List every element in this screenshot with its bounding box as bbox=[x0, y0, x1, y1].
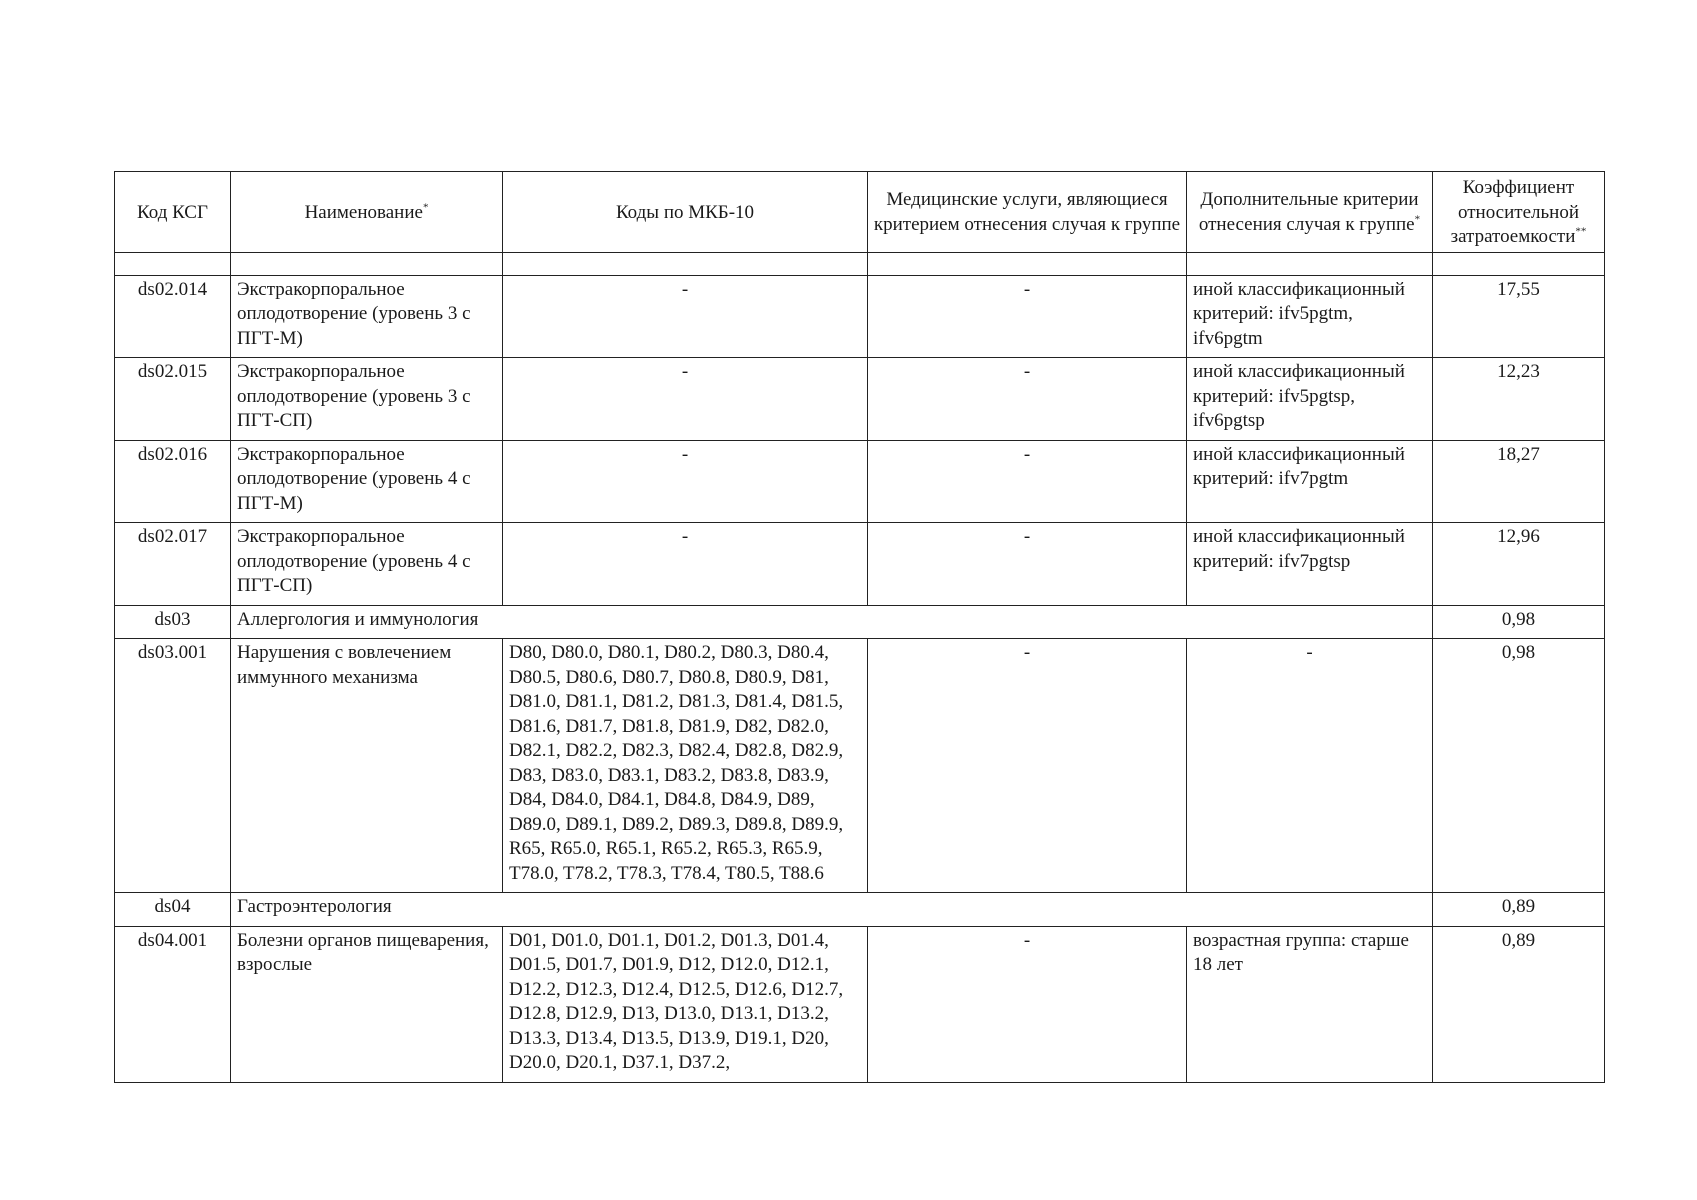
ksg-code-cell: ds02.014 bbox=[115, 275, 231, 358]
criteria-cell: возрастная группа: старше 18 лет bbox=[1187, 926, 1433, 1082]
criteria-cell: иной классификационный критерий: ifv7pgtm bbox=[1187, 440, 1433, 523]
header-name: Наименование* bbox=[231, 172, 503, 253]
criteria-cell: иной классификационный критерий: ifv5pgtm, ifv6pgtm bbox=[1187, 275, 1433, 358]
header-code: Код КСГ bbox=[115, 172, 231, 253]
coefficient-cell: 12,96 bbox=[1433, 523, 1605, 606]
icd-codes-cell: - bbox=[503, 275, 868, 358]
ksg-table bbox=[114, 171, 1605, 1083]
header-icd: Коды по МКБ-10 bbox=[503, 172, 868, 253]
ksg-code-cell: ds04.001 bbox=[115, 926, 231, 1082]
coefficient-cell: 18,27 bbox=[1433, 440, 1605, 523]
coefficient-cell: 17,55 bbox=[1433, 275, 1605, 358]
header-criteria: Дополнительные критерии отнесения случая к группе* bbox=[1187, 172, 1433, 253]
table-row bbox=[115, 926, 1605, 1082]
ksg-name-cell: Экстракорпоральное оплодотворение (уровень 3 с ПГТ-М) bbox=[231, 275, 503, 358]
table-row bbox=[115, 275, 1605, 358]
header-services: Медицинские услуги, являющиеся критерием отнесения случая к группе bbox=[868, 172, 1187, 253]
table-header-row bbox=[115, 172, 1605, 253]
icd-codes-cell: - bbox=[503, 440, 868, 523]
ksg-code-cell: ds02.017 bbox=[115, 523, 231, 606]
services-cell: - bbox=[868, 440, 1187, 523]
header-coef: Коэффициент относительной затратоемкости** bbox=[1433, 172, 1605, 253]
icd-codes-cell: - bbox=[503, 358, 868, 441]
table-row bbox=[115, 523, 1605, 606]
ksg-name-cell: Болезни органов пищеварения, взрослые bbox=[231, 926, 503, 1082]
ksg-code-cell: ds02.016 bbox=[115, 440, 231, 523]
section-title: Гастроэнтерология bbox=[231, 893, 1433, 927]
section-row bbox=[115, 893, 1605, 927]
table-row bbox=[115, 639, 1605, 893]
ksg-name-cell: Экстракорпоральное оплодотворение (уровень 4 с ПГТ-СП) bbox=[231, 523, 503, 606]
coefficient-cell: 0,98 bbox=[1433, 639, 1605, 893]
section-row bbox=[115, 605, 1605, 639]
ksg-code-cell: ds02.015 bbox=[115, 358, 231, 441]
icd-codes-cell: - bbox=[503, 523, 868, 606]
section-code: ds04 bbox=[115, 893, 231, 927]
services-cell: - bbox=[868, 639, 1187, 893]
services-cell: - bbox=[868, 523, 1187, 606]
criteria-cell: - bbox=[1187, 639, 1433, 893]
icd-codes-cell: D80, D80.0, D80.1, D80.2, D80.3, D80.4, D80.5, D80.6, D80.7, D80.8, D80.9, D81, D81.0, D81.1, D81.2, D81.3, D81.4, D81.5, D81.6, D81.7, D81.8, D81.9, D82, D82.0, D82.1, D82.2, D82.3, D82.4, D82.8, D82.9, D83, D83.0, D83.1, D83.2, D83.8, D83.9, D84, D84.0, D84.1, D84.8, D84.9, D89, D89.0, D89.1, D89.2, D89.3, D89.8, D89.9, R65, R65.0, R65.1, R65.2, R65.3, R65.9, T78.0, T78.2, T78.3, T78.4, T80.5, T88.6 bbox=[503, 639, 868, 893]
ksg-name-cell: Экстракорпоральное оплодотворение (уровень 3 с ПГТ-СП) bbox=[231, 358, 503, 441]
services-cell: - bbox=[868, 926, 1187, 1082]
spacer-row bbox=[115, 252, 1605, 275]
ksg-name-cell: Нарушения с вовлечением иммунного механизма bbox=[231, 639, 503, 893]
coefficient-cell: 12,23 bbox=[1433, 358, 1605, 441]
icd-codes-cell: D01, D01.0, D01.1, D01.2, D01.3, D01.4, D01.5, D01.7, D01.9, D12, D12.0, D12.1, D12.2, D12.3, D12.4, D12.5, D12.6, D12.7, D12.8, D12.9, D13, D13.0, D13.1, D13.2, D13.3, D13.4, D13.5, D13.9, D19.1, D20, D20.0, D20.1, D37.1, D37.2, bbox=[503, 926, 868, 1082]
section-title: Аллергология и иммунология bbox=[231, 605, 1433, 639]
services-cell: - bbox=[868, 358, 1187, 441]
ksg-name-cell: Экстракорпоральное оплодотворение (уровень 4 с ПГТ-М) bbox=[231, 440, 503, 523]
ksg-code-cell: ds03.001 bbox=[115, 639, 231, 893]
table-row bbox=[115, 358, 1605, 441]
section-code: ds03 bbox=[115, 605, 231, 639]
coefficient-cell: 0,89 bbox=[1433, 893, 1605, 927]
criteria-cell: иной классификационный критерий: ifv5pgtsp, ifv6pgtsp bbox=[1187, 358, 1433, 441]
coefficient-cell: 0,89 bbox=[1433, 926, 1605, 1082]
services-cell: - bbox=[868, 275, 1187, 358]
criteria-cell: иной классификационный критерий: ifv7pgtsp bbox=[1187, 523, 1433, 606]
coefficient-cell: 0,98 bbox=[1433, 605, 1605, 639]
table-row bbox=[115, 440, 1605, 523]
